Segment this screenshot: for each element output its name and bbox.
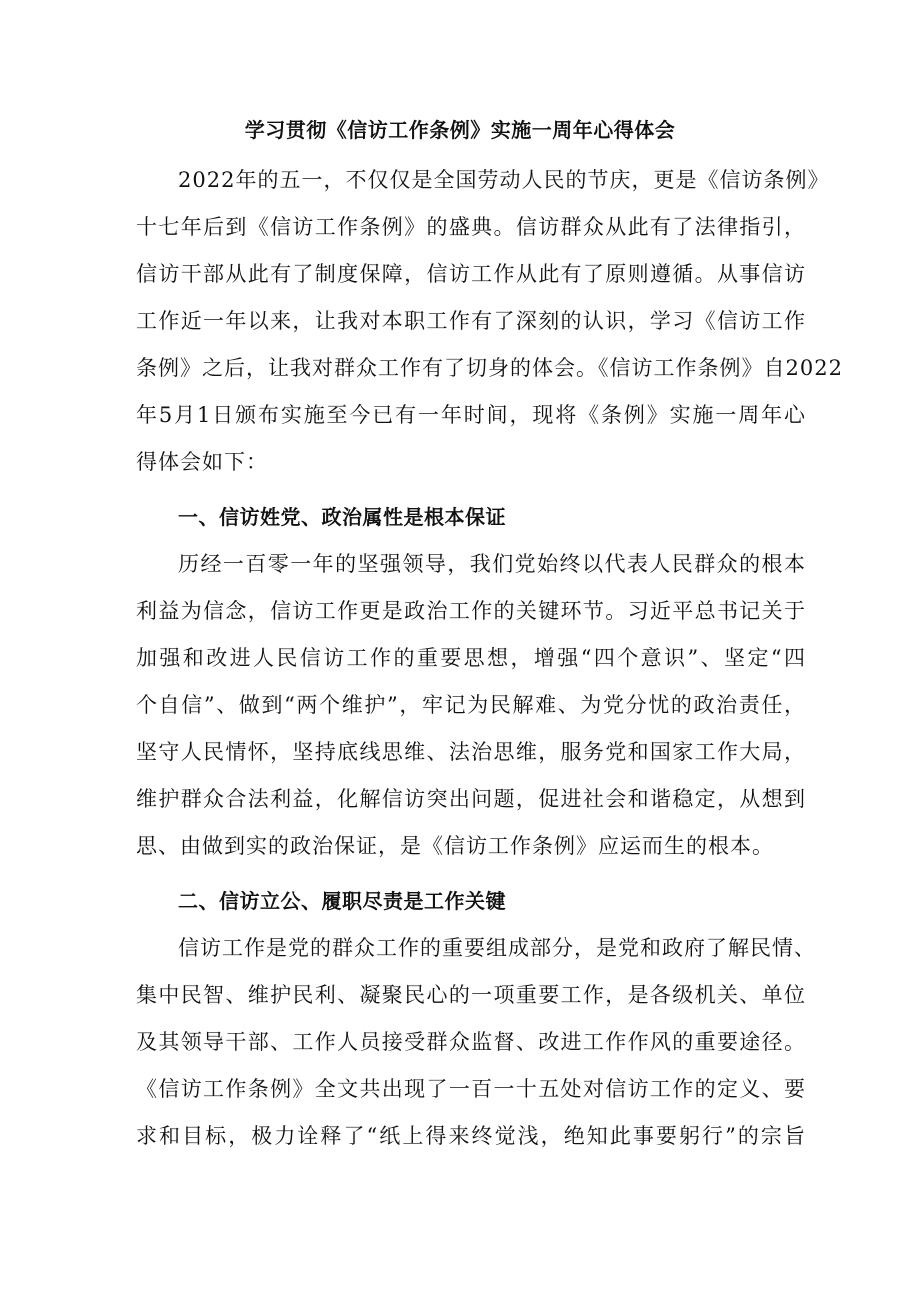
paragraph-line: 维护群众合法利益，化解信访突出问题，促进社会和谐稳定，从想到 bbox=[136, 787, 806, 811]
paragraph-line: 十七年后到《信访工作条例》的盛典。信访群众从此有了法律指引， bbox=[136, 215, 806, 239]
paragraph-line: 《信访工作条例》全文共出现了一百一十五处对信访工作的定义、要 bbox=[136, 1077, 806, 1101]
paragraph-line: 求和目标，极力诠释了“纸上得来终觉浅，绝知此事要躬行”的宗旨 bbox=[136, 1124, 806, 1148]
paragraph-line: 思、由做到实的政治保证，是《信访工作条例》应运而生的根本。 bbox=[136, 834, 774, 858]
paragraph-line: 工作近一年以来，让我对本职工作有了深刻的认识，学习《信访工作 bbox=[136, 309, 806, 333]
paragraph-line: 信访干部从此有了制度保障，信访工作从此有了原则遵循。从事信访 bbox=[136, 262, 806, 286]
paragraph-line: 信访工作是党的群众工作的重要组成部分，是党和政府了解民情、 bbox=[178, 936, 816, 960]
paragraph-line: 利益为信念，信访工作更是政治工作的关键环节。习近平总书记关于 bbox=[136, 599, 806, 623]
paragraph-line: 坚守人民情怀，坚持底线思维、法治思维，服务党和国家工作大局， bbox=[136, 740, 806, 764]
paragraph-line: 加强和改进人民信访工作的重要思想，增强“四个意识”、坚定“四 bbox=[136, 646, 806, 670]
paragraph-line: 及其领导干部、工作人员接受群众监督、改进工作作风的重要途径。 bbox=[136, 1030, 806, 1054]
paragraph-line: 年5月1日颁布实施至今已有一年时间，现将《条例》实施一周年心 bbox=[136, 403, 806, 427]
paragraph-line: 得体会如下： bbox=[136, 450, 268, 474]
paragraph-line: 个自信”、做到“两个维护”，牢记为民解难、为党分忧的政治责任， bbox=[136, 693, 806, 717]
section-heading: 一、信访姓党、政治属性是根本保证 bbox=[178, 505, 506, 529]
document-title: 学习贯彻《信访工作条例》实施一周年心得体会 bbox=[244, 118, 676, 142]
paragraph-line: 集中民智、维护民利、凝聚民心的一项重要工作，是各级机关、单位 bbox=[136, 983, 806, 1007]
section-heading: 二、信访立公、履职尽责是工作关键 bbox=[178, 889, 506, 913]
paragraph-line: 条例》之后，让我对群众工作有了切身的体会。《信访工作条例》自2022 bbox=[136, 356, 843, 380]
paragraph-line: 2022年的五一，不仅仅是全国劳动人民的节庆，更是《信访条例》 bbox=[178, 168, 830, 192]
paragraph-line: 历经一百零一年的坚强领导，我们党始终以代表人民群众的根本 bbox=[178, 552, 806, 576]
